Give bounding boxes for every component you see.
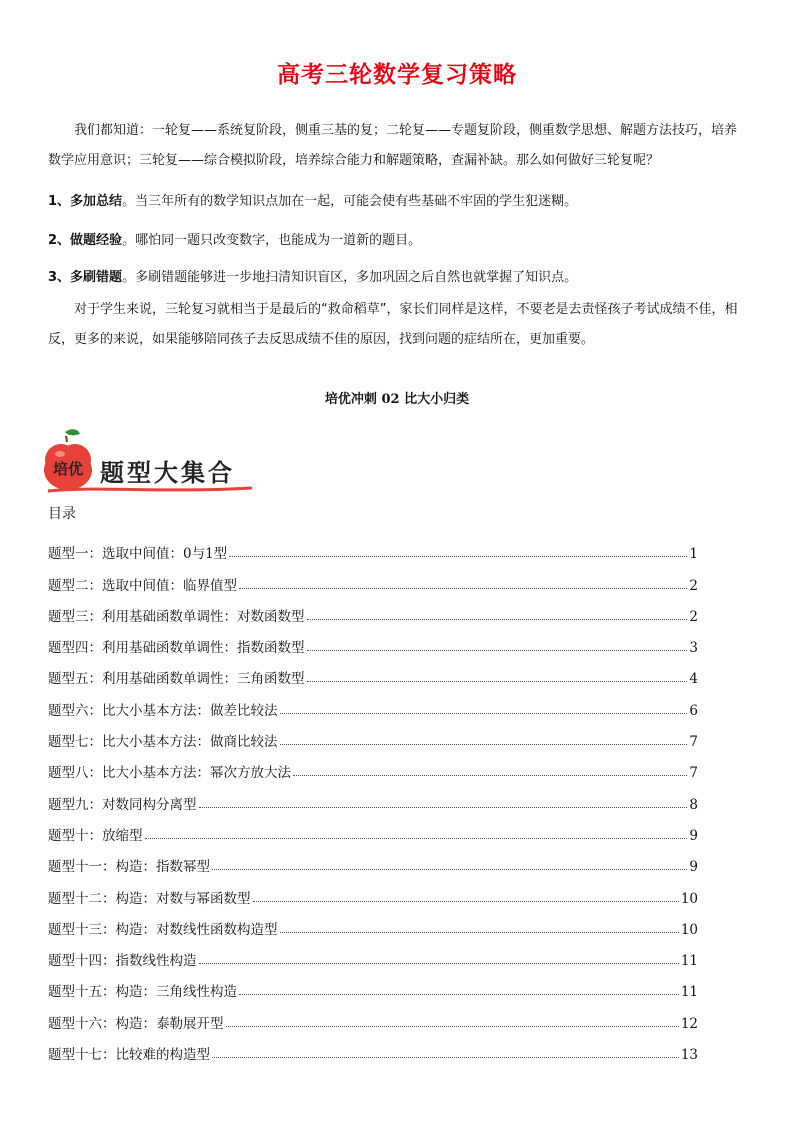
toc-entry-page: 12 xyxy=(680,1015,698,1032)
toc-entry-page: 1 xyxy=(689,546,698,563)
toc-entry[interactable] xyxy=(48,687,698,718)
toc-leader xyxy=(307,618,688,620)
toc-leader xyxy=(199,806,688,808)
toc-entry-page: 10 xyxy=(680,890,698,907)
toc-leader xyxy=(226,1025,679,1027)
tip-num: 1、 xyxy=(48,194,71,209)
toc-entry-page: 10 xyxy=(680,921,698,938)
toc-entry-label: 题型九：对数同构分离型 xyxy=(48,796,197,813)
toc-leader xyxy=(212,868,687,870)
toc-entry-page: 11 xyxy=(680,953,698,970)
toc-entry[interactable] xyxy=(48,938,698,969)
toc-entry-page: 7 xyxy=(689,765,698,782)
toc-leader xyxy=(293,774,687,776)
toc-entry-page: 2 xyxy=(689,577,698,594)
toc-leader xyxy=(280,712,688,714)
toc-entry-page: 3 xyxy=(689,640,698,657)
toc-entry[interactable] xyxy=(48,813,698,844)
toc-entry-label: 题型十二：构造：对数与幂函数型 xyxy=(48,890,251,907)
toc-entry[interactable] xyxy=(48,907,698,938)
toc-entry[interactable] xyxy=(48,844,698,875)
toc-leader xyxy=(280,931,679,933)
toc-entry-label: 题型八：比大小基本方法：幂次方放大法 xyxy=(48,765,291,782)
table-of-contents xyxy=(48,531,698,1063)
intro-paragraph-2: 对于学生来说，三轮复习就相当于是最后的“救命稻草”，家长们同样是这样，不要老是去责怪孩子考试成绩不佳，相反，更多的来说，如果能够陪同孩子去反思成绩不佳的原因，找到问题的症结所在，更加重要。 xyxy=(48,302,738,347)
toc-entry-page: 7 xyxy=(689,734,698,751)
tip-num: 3、 xyxy=(48,270,71,285)
toc-entry[interactable] xyxy=(48,1000,698,1031)
tip-item-2 xyxy=(48,229,748,248)
page-title: 高考三轮数学复习策略 xyxy=(277,62,517,88)
toc-leader xyxy=(239,587,687,589)
toc-entry-label: 题型七：比大小基本方法：做商比较法 xyxy=(48,734,278,751)
toc-entry[interactable] xyxy=(48,875,698,906)
intro-paragraph-1: 我们都知道：一轮复——系统复阶段，侧重三基的复；二轮复——专题复阶段，侧重数学思想、解题方法技巧，培养数学应用意识；三轮复——综合模拟阶段，培养综合能力和解题策略，查漏补缺。那么如何做好三轮复呢？ xyxy=(48,123,738,168)
apple-badge-text: 培优 xyxy=(52,460,84,478)
toc-entry[interactable] xyxy=(48,781,698,812)
toc-entry[interactable] xyxy=(48,969,698,1000)
toc-entry-page: 8 xyxy=(689,796,698,813)
toc-leader xyxy=(239,993,679,995)
toc-leader xyxy=(307,680,688,682)
banner-text: 题型大集合 xyxy=(100,458,235,487)
toc-entry-label: 题型十七：比较难的构造型 xyxy=(48,1047,210,1064)
apple-icon xyxy=(44,429,92,490)
tip-text: 。哪怕同一题只改变数字，也能成为一道新的题目。 xyxy=(122,233,422,248)
section-banner xyxy=(40,426,255,498)
toc-leader xyxy=(212,1056,679,1058)
toc-entry-label: 题型十六：构造：泰勒展开型 xyxy=(48,1015,224,1032)
toc-entry-label: 题型二：选取中间值：临界值型 xyxy=(48,577,237,594)
toc-entry-label: 题型四：利用基础函数单调性：指数函数型 xyxy=(48,640,305,657)
toc-leader xyxy=(199,962,679,964)
toc-heading: 目录 xyxy=(48,506,76,522)
toc-leader xyxy=(229,555,687,557)
tip-text: 。当三年所有的数学知识点加在一起，可能会使有些基础不牢固的学生犯迷糊。 xyxy=(122,194,578,209)
tip-item-1 xyxy=(48,190,748,209)
banner-underline xyxy=(48,488,252,491)
toc-entry-page: 4 xyxy=(689,671,698,688)
toc-entry-label: 题型十五：构造：三角线性构造 xyxy=(48,984,237,1001)
toc-entry[interactable] xyxy=(48,750,698,781)
toc-entry[interactable] xyxy=(48,656,698,687)
tip-text: 。多刷错题能够进一步地扫清知识盲区，多加巩固之后自然也就掌握了知识点。 xyxy=(122,270,578,285)
toc-entry-page: 9 xyxy=(689,827,698,844)
toc-entry-label: 题型五：利用基础函数单调性：三角函数型 xyxy=(48,671,305,688)
tip-head: 多刷错题 xyxy=(70,270,123,285)
tip-head: 多加总结 xyxy=(70,194,123,209)
toc-entry[interactable] xyxy=(48,562,698,593)
toc-entry-page: 2 xyxy=(689,608,698,625)
toc-entry[interactable] xyxy=(48,625,698,656)
toc-leader xyxy=(253,900,679,902)
toc-entry[interactable] xyxy=(48,719,698,750)
toc-entry-label: 题型六：比大小基本方法：做差比较法 xyxy=(48,702,278,719)
section-subtitle: 培优冲刺 02 比大小归类 xyxy=(324,392,470,407)
toc-entry-label: 题型三：利用基础函数单调性：对数函数型 xyxy=(48,608,305,625)
toc-leader xyxy=(307,649,688,651)
toc-entry-label: 题型十一：构造：指数幂型 xyxy=(48,859,210,876)
toc-entry-label: 题型十三：构造：对数线性函数构造型 xyxy=(48,921,278,938)
toc-entry-page: 6 xyxy=(689,702,698,719)
toc-entry[interactable] xyxy=(48,1032,698,1063)
toc-leader xyxy=(280,743,688,745)
tip-num: 2、 xyxy=(48,233,71,248)
tip-head: 做题经验 xyxy=(70,233,123,248)
toc-entry-page: 9 xyxy=(689,859,698,876)
toc-entry-label: 题型一：选取中间值：0与1型 xyxy=(48,546,228,563)
toc-entry-label: 题型十四：指数线性构造 xyxy=(48,953,197,970)
toc-entry[interactable] xyxy=(48,594,698,625)
toc-entry-page: 13 xyxy=(680,1047,698,1064)
toc-entry-label: 题型十：放缩型 xyxy=(48,827,143,844)
tip-item-3 xyxy=(48,266,748,285)
toc-entry-page: 11 xyxy=(680,984,698,1001)
toc-leader xyxy=(145,837,688,839)
toc-entry[interactable] xyxy=(48,531,698,562)
